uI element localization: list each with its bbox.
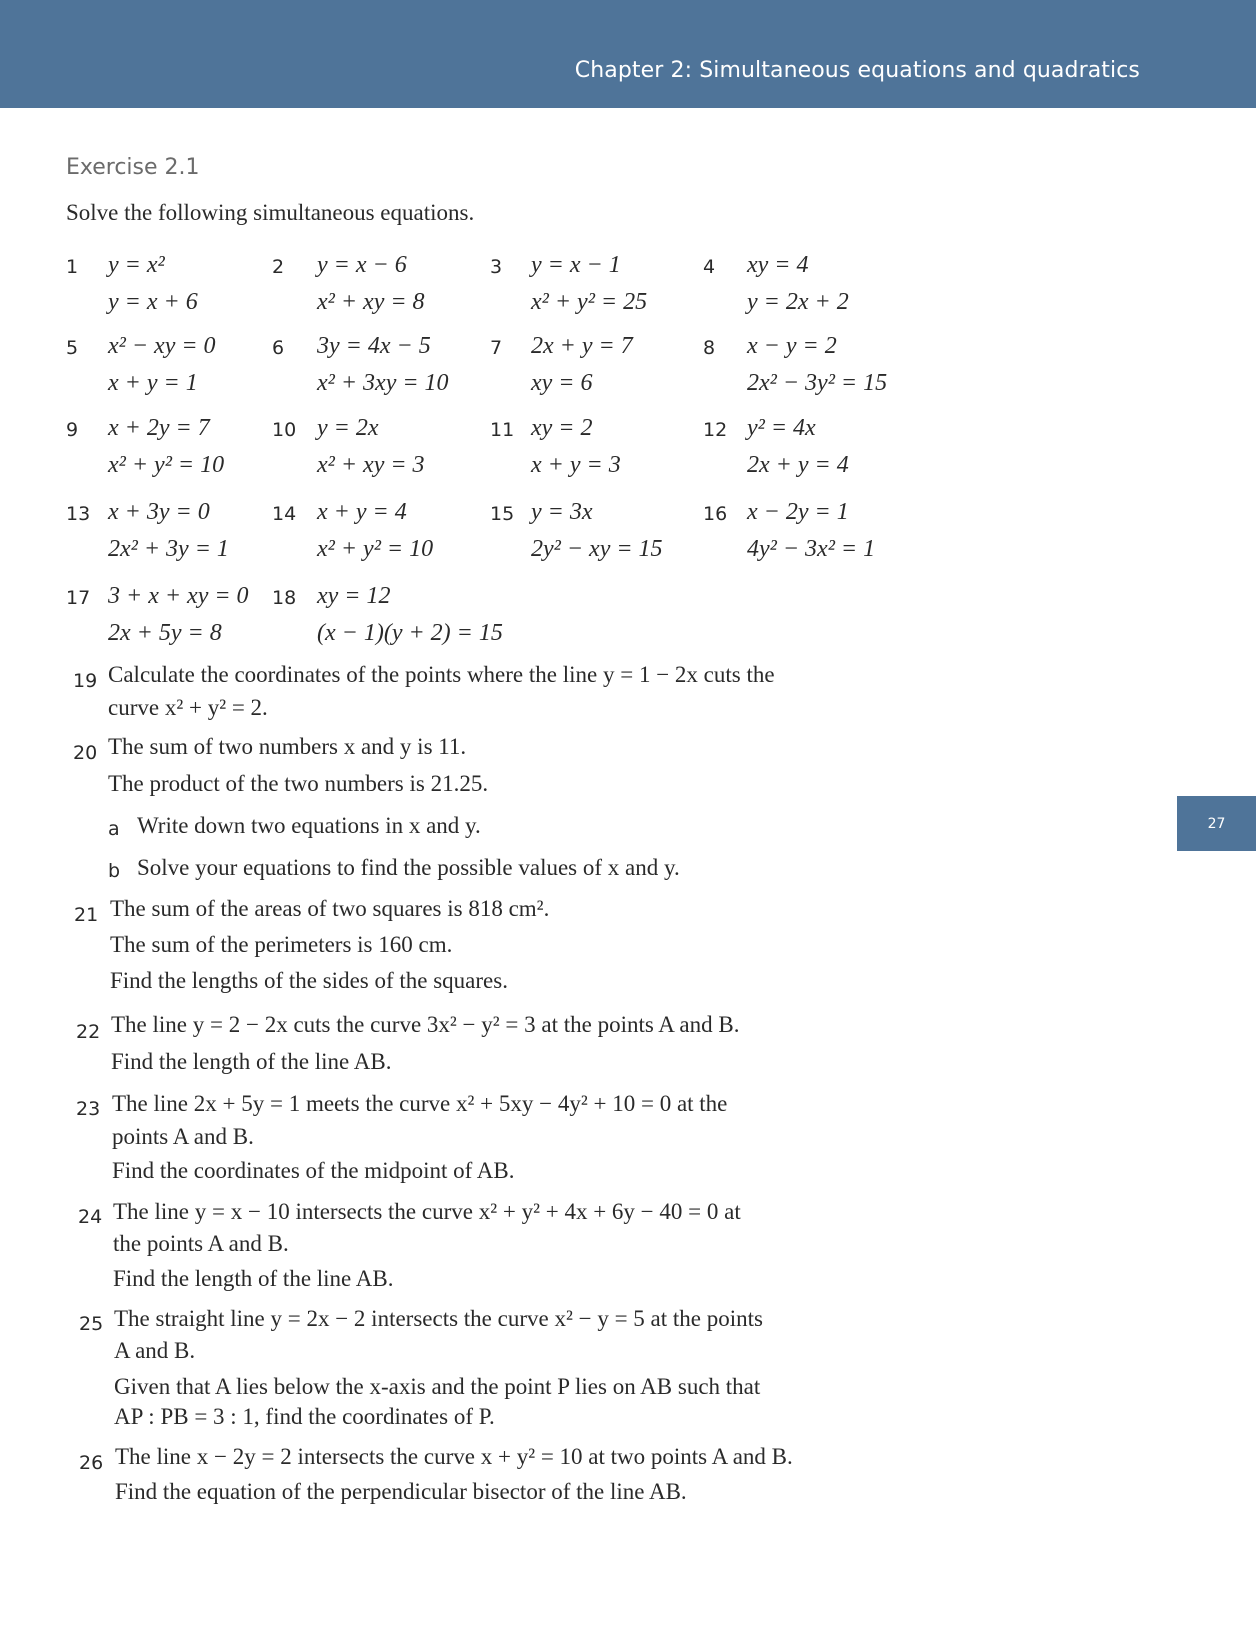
question-number: 17 [66, 587, 91, 609]
equation-first: xy = 12 [317, 583, 391, 609]
question-text: curve x² + y² = 2. [108, 695, 268, 720]
question-number: 23 [76, 1098, 101, 1120]
question-text: Find the length of the line AB. [111, 1049, 392, 1074]
question-text: The straight line y = 2x − 2 intersects the curve x² − y = 5 at the points [114, 1306, 763, 1331]
equation-first: y = 3x [531, 499, 593, 525]
equation-first: y = x − 1 [531, 252, 621, 278]
equation-first: x + y = 4 [317, 499, 407, 525]
question-text: The line y = 2 − 2x cuts the curve 3x² − y² = 3 at the points A and B. [111, 1012, 740, 1037]
page-number: 27 [1207, 815, 1226, 832]
equation-second: y = x + 6 [108, 289, 198, 315]
question-number: 18 [272, 587, 297, 609]
question-number: 11 [490, 419, 515, 441]
question-number: 24 [78, 1206, 103, 1228]
part-text-a: Write down two equations in x and y. [137, 813, 481, 838]
chapter-title: Chapter 2: Simultaneous equations and quadratics [574, 58, 1140, 83]
equation-second: 2x² + 3y = 1 [108, 536, 229, 562]
equation-first: y = x² [108, 252, 165, 278]
question-number: 15 [490, 503, 515, 525]
question-text: The sum of the perimeters is 160 cm. [110, 932, 453, 957]
equation-first: xy = 4 [747, 252, 809, 278]
equation-second: 4y² − 3x² = 1 [747, 536, 876, 562]
chapter-header-bar [0, 0, 1256, 108]
question-text: Calculate the coordinates of the points where the line y = 1 − 2x cuts the [108, 662, 775, 687]
question-number: 10 [272, 419, 297, 441]
question-number: 22 [76, 1021, 101, 1043]
question-text: The product of the two numbers is 21.25. [108, 771, 489, 796]
equation-first: 3y = 4x − 5 [317, 333, 431, 359]
question-text: the points A and B. [113, 1231, 289, 1256]
question-number: 9 [66, 419, 79, 441]
question-text: The line x − 2y = 2 intersects the curve x + y² = 10 at two points A and B. [115, 1444, 793, 1469]
exercise-title: Exercise 2.1 [66, 155, 200, 180]
equation-first: y² = 4x [747, 415, 816, 441]
equation-first: x − y = 2 [747, 333, 837, 359]
question-number: 2 [272, 256, 285, 278]
exercise-instruction: Solve the following simultaneous equations. [66, 200, 475, 225]
question-number: 21 [74, 904, 99, 926]
question-number: 16 [703, 503, 728, 525]
question-text: A and B. [114, 1338, 196, 1363]
equation-second: x + y = 3 [531, 452, 621, 478]
equation-second: 2x + 5y = 8 [108, 620, 222, 646]
question-number: 3 [490, 256, 503, 278]
question-number: 13 [66, 503, 91, 525]
question-text: The sum of the areas of two squares is 818 cm². [110, 896, 550, 921]
part-label-b: b [108, 860, 121, 882]
question-number: 14 [272, 503, 297, 525]
equation-second: 2x + y = 4 [747, 452, 849, 478]
equation-second: x² + xy = 8 [317, 289, 425, 315]
question-number: 25 [79, 1313, 104, 1335]
equation-second: x² + y² = 10 [317, 536, 434, 562]
equation-first: y = x − 6 [317, 252, 407, 278]
question-number: 20 [73, 742, 98, 764]
page-number-tab [1177, 796, 1256, 851]
question-number: 8 [703, 337, 716, 359]
equation-first: x − 2y = 1 [747, 499, 849, 525]
question-text: Find the coordinates of the midpoint of AB. [112, 1158, 515, 1183]
question-number: 19 [73, 670, 98, 692]
equation-second: 2x² − 3y² = 15 [747, 370, 888, 396]
question-text: Given that A lies below the x-axis and the point P lies on AB such that [114, 1374, 761, 1399]
equation-second: x² + xy = 3 [317, 452, 425, 478]
question-text: Find the length of the line AB. [113, 1266, 394, 1291]
equation-first: x + 3y = 0 [108, 499, 210, 525]
equation-first: x + 2y = 7 [108, 415, 210, 441]
question-text: AP : PB = 3 : 1, find the coordinates of P. [114, 1404, 495, 1429]
question-number: 6 [272, 337, 285, 359]
question-number: 5 [66, 337, 79, 359]
equation-second: x² + 3xy = 10 [317, 370, 449, 396]
question-number: 4 [703, 256, 716, 278]
question-number: 12 [703, 419, 728, 441]
equation-second: x + y = 1 [108, 370, 198, 396]
question-text: points A and B. [112, 1124, 254, 1149]
equation-first: x² − xy = 0 [108, 333, 216, 359]
question-number: 7 [490, 337, 503, 359]
equation-second: x² + y² = 25 [531, 289, 648, 315]
equation-first: y = 2x [317, 415, 379, 441]
part-label-a: a [108, 818, 120, 840]
equation-second: x² + y² = 10 [108, 452, 225, 478]
equation-second: xy = 6 [531, 370, 593, 396]
question-text: Find the lengths of the sides of the squares. [110, 968, 508, 993]
equation-second: 2y² − xy = 15 [531, 536, 663, 562]
question-text: The sum of two numbers x and y is 11. [108, 734, 467, 759]
equation-first: 3 + x + xy = 0 [108, 583, 249, 609]
equation-second: y = 2x + 2 [747, 289, 849, 315]
equation-second: (x − 1)(y + 2) = 15 [317, 620, 503, 646]
question-text: The line 2x + 5y = 1 meets the curve x² + 5xy − 4y² + 10 = 0 at the [112, 1091, 728, 1116]
equation-first: xy = 2 [531, 415, 593, 441]
equation-first: 2x + y = 7 [531, 333, 633, 359]
question-number: 1 [66, 256, 79, 278]
question-text: Find the equation of the perpendicular bisector of the line AB. [115, 1479, 687, 1504]
part-text-b: Solve your equations to find the possible values of x and y. [137, 855, 680, 880]
question-text: The line y = x − 10 intersects the curve x² + y² + 4x + 6y − 40 = 0 at [113, 1199, 741, 1224]
question-number: 26 [79, 1452, 104, 1474]
